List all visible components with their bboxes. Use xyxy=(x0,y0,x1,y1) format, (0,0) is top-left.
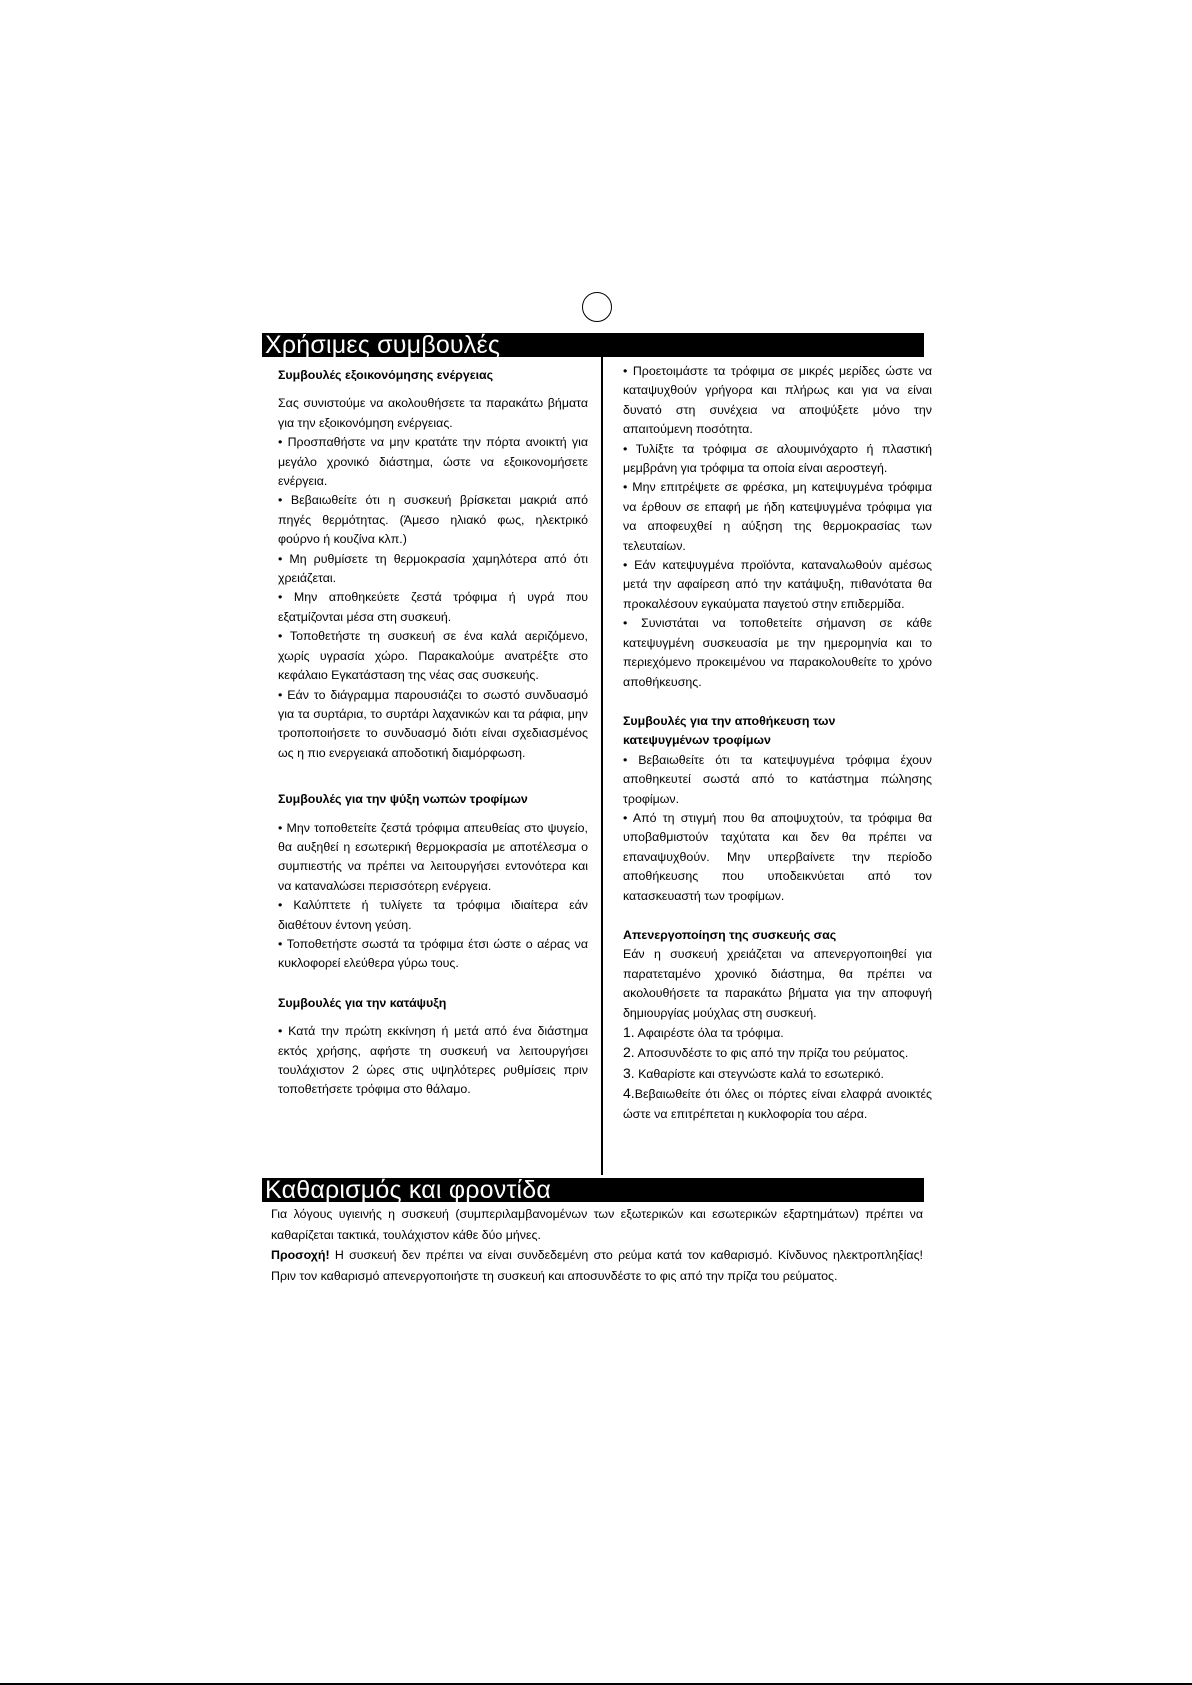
warning-label: Προσοχή! xyxy=(271,1248,330,1262)
step-text: Βεβαιωθείτε ότι όλες οι πόρτες είναι ελαφρά ανοικτές ώστε να επιτρέπεται η κυκλοφορία του αέρα. xyxy=(623,1087,932,1121)
page-marker-circle xyxy=(582,292,612,322)
cooling-item: • Καλύπτετε ή τυλίγετε τα τρόφιμα ιδιαίτερα εάν διαθέτουν έντονη γεύση. xyxy=(278,898,588,932)
left-column xyxy=(278,366,588,1100)
deactivation-intro: Εάν η συσκευή χρειάζεται να απενεργοποιηθεί για παρατεταμένο χρονικό διάστημα, θα πρέπει να ακολουθήσετε τα παρακάτω βήματα για την αποφυγή δημιουργίας μούχλας στη συσκευή. xyxy=(623,947,932,1020)
heading-frozen-storage xyxy=(623,712,932,751)
cooling-item: • Τοποθετήστε σωστά τα τρόφιμα έτσι ώστε ο αέρας να κυκλοφορεί ελεύθερα γύρω τους. xyxy=(278,936,588,971)
freezing-item: • Τυλίξτε τα τρόφιμα σε αλουμινόχαρτο ή πλαστική μεμβράνη για τρόφιμα τα οποία είναι αεροστεγή. xyxy=(623,441,932,476)
freezing-item: • Κατά την πρώτη εκκίνηση ή μετά από ένα διάστημα εκτός χρήσης, αφήστε τη συσκευή να λειτουργήσει τουλάχιστον 2 ώρες στις υψηλότερες ρυθμίσεις πριν τοποθετήσετε τρόφιμα στο θάλαμο. xyxy=(278,1024,588,1097)
heading-frozen-storage-line1: Συμβουλές για την αποθήκευση των xyxy=(623,713,836,728)
warning-text: Η συσκευή δεν πρέπει να είναι συνδεδεμένη στο ρεύμα κατά τον καθαρισμό. Κίνδυνος ηλεκτροπληξίας! Πριν τον καθαρισμό απενεργοποιήστε τη συσκευή και αποσυνδέστε το φις από την πρίζα του ρεύματος. xyxy=(271,1248,923,1283)
cleaning-warning xyxy=(271,1245,923,1286)
heading-cooling-fresh-food: Συμβουλές για την ψύξη νωπών τροφίμων xyxy=(278,792,528,807)
step-number: 2. xyxy=(623,1044,635,1061)
energy-item: • Τοποθετήστε τη συσκευή σε ένα καλά αεριζόμενο, χωρίς υγρασία χώρο. Παρακαλούμε ανατρέξτε στο κεφάλαιο Εγκατάσταση της νέας σας συσκευής. xyxy=(278,629,588,683)
deactivation-step xyxy=(623,1043,932,1063)
freezing-item: • Εάν κατεψυγμένα προϊόντα, καταναλωθούν αμέσως μετά την αφαίρεση από την κατάψυξη, πιθανότατα θα προκαλέσουν εγκαύματα παγετού στην επιδερμίδα. xyxy=(623,558,932,611)
deactivation-step xyxy=(623,1084,932,1124)
step-text: Καθαρίστε και στεγνώστε καλά το εσωτερικό. xyxy=(638,1066,884,1081)
energy-item: • Εάν το διάγραμμα παρουσιάζει το σωστό συνδυασμό για τα συρτάρια, το συρτάρι λαχανικών και τα ράφια, μην τροποποιήσετε το συνδυασμό διότι είναι σχεδιασμένος ως η πιο ενεργειακά αποδοτική διαμόρφωση. xyxy=(278,687,588,760)
freezing-item: • Προετοιμάστε τα τρόφιμα σε μικρές μερίδες ώστε να καταψυχθούν γρήγορα και πλήρως και για να είναι δυνατό στη συνέχεια να αποψύξετε μόνο την απαιτούμενη ποσότητα. xyxy=(623,364,932,437)
column-divider xyxy=(601,357,603,1175)
energy-item: • Μη ρυθμίσετε τη θερμοκρασία χαμηλότερα από ότι χρειάζεται. xyxy=(278,551,588,586)
energy-item: • Βεβαιωθείτε ότι η συσκευή βρίσκεται μακριά από πηγές θερμότητας. (Άμεσο ηλιακό φως, ηλεκτρικό φούρνο ή κουζίνα κλπ.) xyxy=(278,493,588,547)
freezing-item: • Συνιστάται να τοποθετείτε σήμανση σε κάθε κατεψυγμένη συσκευασία με την ημερομηνία και το περιεχόμενο προκειμένου να παρακολουθείτε το χρόνο αποθήκευσης. xyxy=(623,616,932,689)
energy-intro: Σας συνιστούμε να ακολουθήσετε τα παρακάτω βήματα για την εξοικονόμηση ενέργειας. xyxy=(278,396,588,430)
storage-item: • Από τη στιγμή που θα αποψυχτούν, τα τρόφιμα θα υποβαθμιστούν ταχύτατα και δεν θα πρέπει να επαναψυχθούν. Μην υπερβαίνετε την περίοδο αποθήκευσης που υποδεικνύεται από τον κατασκευαστή των τροφίμων. xyxy=(623,810,932,903)
cleaning-section xyxy=(271,1204,923,1286)
section-title-useful-tips: Χρήσιμες συμβουλές xyxy=(262,333,924,357)
storage-item: • Βεβαιωθείτε ότι τα κατεψυγμένα τρόφιμα έχουν αποθηκευτεί σωστά από το κατάστημα πώλησης τροφίμων. xyxy=(623,752,932,806)
step-number: 4. xyxy=(623,1085,635,1102)
freezing-item: • Μην επιτρέψετε σε φρέσκα, μη κατεψυγμένα τρόφιμα να έρθουν σε επαφή με ήδη κατεψυγμένα τρόφιμα για να αποφευχθεί η αύξηση της θερμοκρασίας των τελευταίων. xyxy=(623,480,932,553)
heading-energy-saving: Συμβουλές εξοικονόμησης ενέργειας xyxy=(278,368,494,382)
heading-freezing: Συμβουλές για την κατάψυξη xyxy=(278,995,447,1010)
step-text: Αποσυνδέστε το φις από την πρίζα του ρεύματος. xyxy=(637,1046,909,1061)
cleaning-paragraph: Για λόγους υγιεινής η συσκευή (συμπεριλαμβανομένων των εξωτερικών και εσωτερικών εξαρτημάτων) πρέπει να καθαρίζεται τακτικά, τουλάχιστον κάθε δύο μήνες. xyxy=(271,1207,923,1242)
step-number: 1. xyxy=(623,1024,635,1040)
deactivation-step xyxy=(623,1064,932,1084)
step-text: Αφαιρέστε όλα τα τρόφιμα. xyxy=(637,1026,784,1040)
heading-frozen-storage-line2: κατεψυγμένων τροφίμων xyxy=(623,733,771,748)
heading-deactivation: Απενεργοποίηση της συσκευής σας xyxy=(623,927,837,942)
step-number: 3. xyxy=(623,1064,635,1081)
section-title-cleaning-care: Καθαρισμός και φροντίδα xyxy=(262,1178,924,1202)
right-column xyxy=(623,362,932,1124)
energy-item: • Προσπαθήστε να μην κρατάτε την πόρτα ανοικτή για μεγάλο χρονικό διάστημα, ώστε να εξοικονομήσετε ενέργεια. xyxy=(278,435,588,489)
deactivation-step xyxy=(623,1023,932,1043)
energy-item: • Μην αποθηκεύετε ζεστά τρόφιμα ή υγρά που εξατμίζονται μέσα στη συσκευή. xyxy=(278,590,588,624)
cooling-item: • Μην τοποθετείτε ζεστά τρόφιμα απευθείας στο ψυγείο, θα αυξηθεί η εσωτερική θερμοκρασία με αποτέλεσμα ο συμπιεστής να πρέπει να λειτουργήσει εντονότερα και να καταναλώσει περισσότερη ενέργεια. xyxy=(278,820,588,893)
